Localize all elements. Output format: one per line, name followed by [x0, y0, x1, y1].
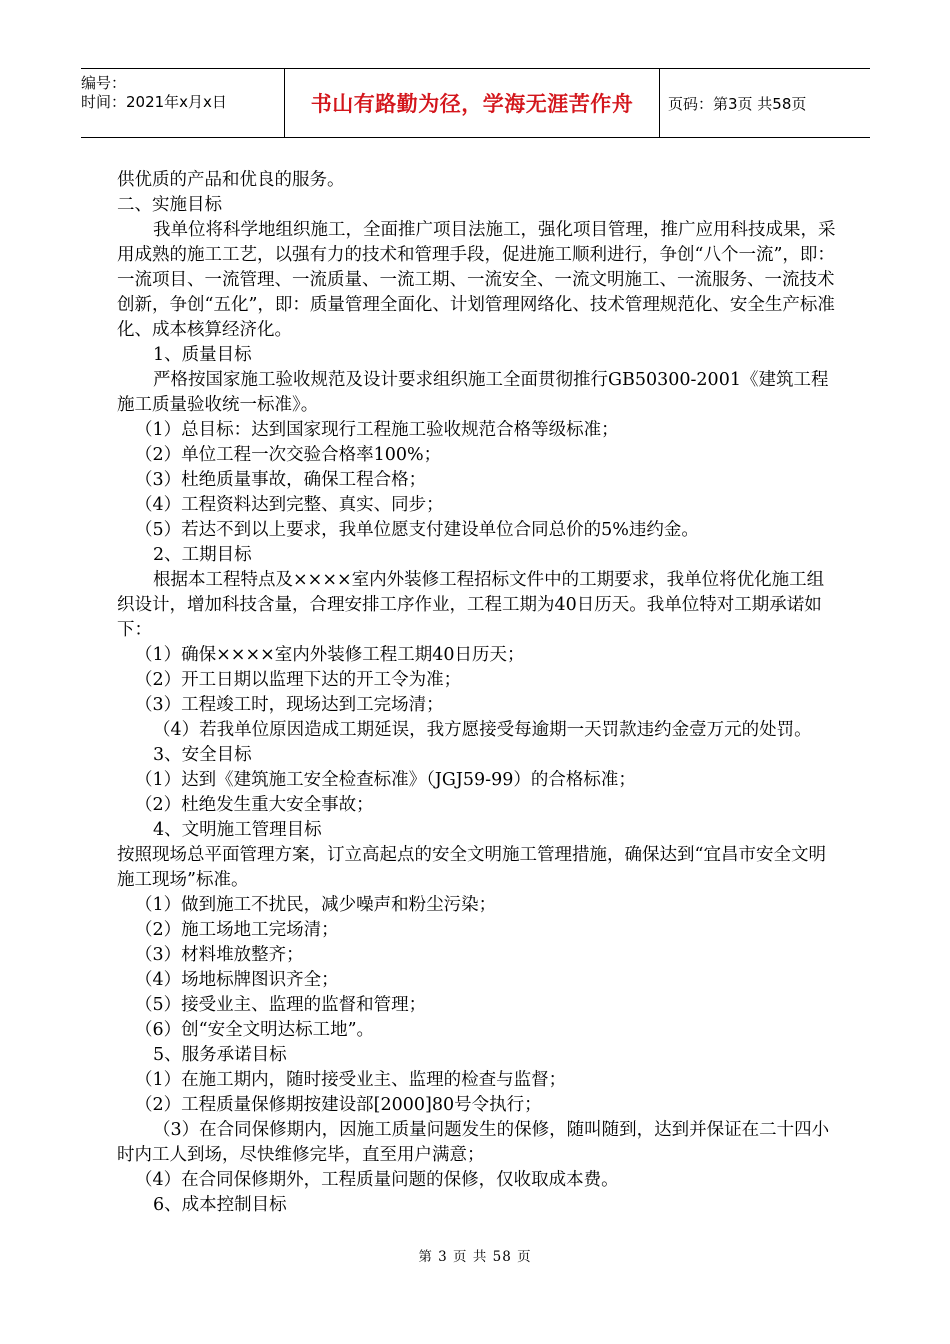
- section-heading: 5、服务承诺目标: [153, 1045, 287, 1065]
- list-item: （3）杜绝质量事故，确保工程合格；: [135, 470, 427, 490]
- list-item: （3）材料堆放整齐；: [135, 945, 304, 965]
- list-item: （5）接受业主、监理的监督和管理；: [135, 995, 427, 1015]
- paragraph: 按照现场总平面管理方案，订立高起点的安全文明施工管理措施，确保达到“宜昌市安全文明施工现场”标准。: [117, 845, 826, 890]
- page-header: [81, 68, 870, 138]
- section-heading: 3、安全目标: [153, 745, 252, 765]
- list-item: （2）施工场地工完场清；: [135, 920, 339, 940]
- list-item: （3）工程竣工时，现场达到工完场清；: [135, 695, 444, 715]
- list-item: （2）工程质量保修期按建设部[2000]80号令执行；: [135, 1095, 542, 1115]
- list-item: （1）做到施工不扰民，减少噪声和粉尘污染；: [135, 895, 497, 915]
- paragraph: （4）若我单位原因造成工期延误，我方愿接受每逾期一天罚款违约金壹万元的处罚。: [153, 720, 812, 740]
- list-item: （2）单位工程一次交验合格率100%；: [135, 445, 442, 465]
- section-heading: 6、成本控制目标: [153, 1195, 287, 1215]
- paragraph: 供优质的产品和优良的服务。: [117, 170, 345, 190]
- paragraph: 根据本工程特点及××××室内外装修工程招标文件中的工期要求，我单位将优化施工组织设计，增加科技含量，合理安排工序作业，工程工期为40日历天。我单位特对工期承诺如下：: [117, 570, 825, 640]
- list-item: （6）创“安全文明达标工地”。: [135, 1020, 375, 1040]
- paragraph: 二、实施目标: [117, 195, 222, 215]
- list-item: （1）总目标：达到国家现行工程施工验收规范合格等级标准；: [135, 420, 619, 440]
- document-date: 时间：2021年x月x日: [81, 93, 227, 111]
- list-item: （1）在施工期内，随时接受业主、监理的检查与监督；: [135, 1070, 567, 1090]
- list-item: （4）场地标牌图识齐全；: [135, 970, 339, 990]
- list-item: （2）开工日期以监理下达的开工令为准；: [135, 670, 462, 690]
- paragraph: 我单位将科学地组织施工，全面推广项目法施工，强化项目管理，推广应用科技成果，采用成熟的施工工艺，以强有力的技术和管理手段，促进施工顺利进行，争创“八个一流”，即：一流项目、一流管理、一流质量、一流工期、一流安全、一流文明施工、一流服务、一流技术创新，争创“五化”，即：质量管理全面化、计划管理网络化、技术管理规范化、安全生产标准化、成本核算经济化。: [117, 220, 836, 340]
- list-item: （1）达到《建筑施工安全检查标准》（JGJ59-99）的合格标准；: [135, 770, 636, 790]
- list-item: （5）若达不到以上要求，我单位愿支付建设单位合同总价的5%违约金。: [135, 520, 699, 540]
- list-item: （4）在合同保修期外，工程质量问题的保修，仅收取成本费。: [135, 1170, 619, 1190]
- document-number-label: 编号：: [81, 74, 127, 92]
- header-page-info: 页码：第3页 共58页: [668, 94, 807, 113]
- section-heading: 2、工期目标: [153, 545, 252, 565]
- section-heading: 1、质量目标: [153, 345, 252, 365]
- paragraph: 严格按国家施工验收规范及设计要求组织施工全面贯彻推行GB50300-2001《建筑工程施工质量验收统一标准》。: [117, 370, 829, 415]
- list-item: （4）工程资料达到完整、真实、同步；: [135, 495, 444, 515]
- section-heading: 4、文明施工管理目标: [153, 820, 322, 840]
- page-footer: 第 3 页 共 58 页: [418, 1249, 532, 1265]
- list-item: （2）杜绝发生重大安全事故；: [135, 795, 374, 815]
- header-motto: 书山有路勤为径，学海无涯苦作舟: [284, 69, 660, 137]
- document-body: [117, 168, 837, 1218]
- paragraph: （3）在合同保修期内，因施工质量问题发生的保修，随叫随到，达到并保证在二十四小时内工人到场，尽快维修完毕，直至用户满意；: [117, 1120, 830, 1165]
- list-item: （1）确保××××室内外装修工程工期40日历天；: [135, 645, 525, 665]
- header-meta: [81, 69, 284, 137]
